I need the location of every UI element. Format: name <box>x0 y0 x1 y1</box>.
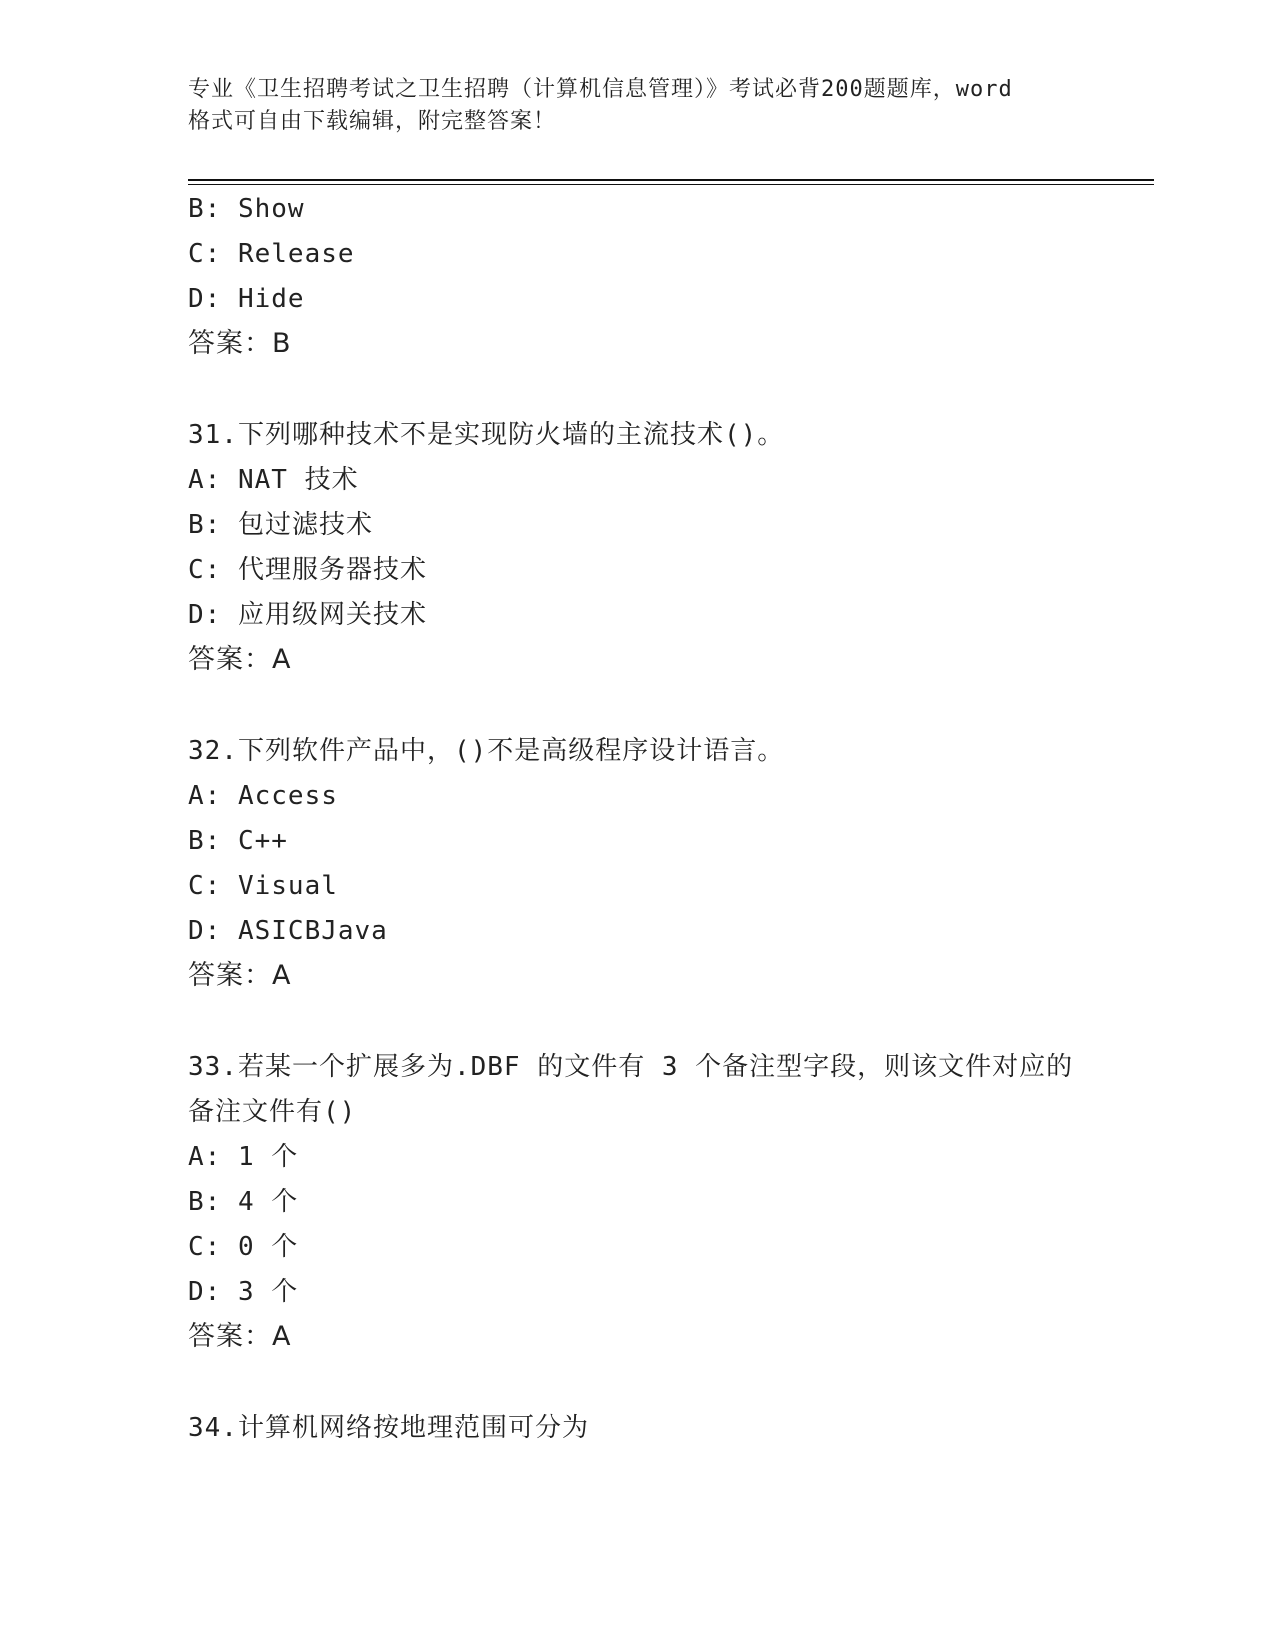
option-d: D: 3 个 <box>188 1277 299 1307</box>
option-b: B: C++ <box>188 826 288 856</box>
header-line-2: 格式可自由下载编辑，附完整答案！ <box>188 109 557 134</box>
header-divider-thick <box>188 179 1154 181</box>
header-divider-thin <box>188 184 1154 185</box>
question-stem: 32.下列软件产品中，()不是高级程序设计语言。 <box>188 736 785 766</box>
answer-text: 答案：B <box>188 328 292 359</box>
question-stem: 31.下列哪种技术不是实现防火墙的主流技术()。 <box>188 420 785 450</box>
question-stem-continued: 备注文件有() <box>188 1097 357 1127</box>
option-b: B: 包过滤技术 <box>188 510 373 540</box>
option-c: C: 0 个 <box>188 1232 299 1262</box>
option-b: B: 4 个 <box>188 1187 299 1217</box>
option-d: D: 应用级网关技术 <box>188 600 427 630</box>
option-c: C: Release <box>188 239 355 269</box>
option-c: C: 代理服务器技术 <box>188 555 427 585</box>
option-a: A: Access <box>188 781 338 811</box>
document-header <box>188 74 1088 138</box>
question-stem: 34.计算机网络按地理范围可分为 <box>188 1413 589 1443</box>
header-line-1: 专业《卫生招聘考试之卫生招聘（计算机信息管理）》考试必背200题题库，word <box>188 77 1013 102</box>
option-d: D: ASICBJava <box>188 916 388 946</box>
option-c: C: Visual <box>188 871 338 901</box>
question-stem: 33.若某一个扩展多为.DBF 的文件有 3 个备注型字段，则该文件对应的 <box>188 1052 1074 1082</box>
option-a: A: 1 个 <box>188 1142 299 1172</box>
option-d: D: Hide <box>188 284 305 314</box>
answer-text: 答案：A <box>188 1321 292 1352</box>
answer-text: 答案：A <box>188 644 292 675</box>
option-b: B: Show <box>188 194 305 224</box>
option-a: A: NAT 技术 <box>188 465 359 495</box>
answer-text: 答案：A <box>188 960 292 991</box>
